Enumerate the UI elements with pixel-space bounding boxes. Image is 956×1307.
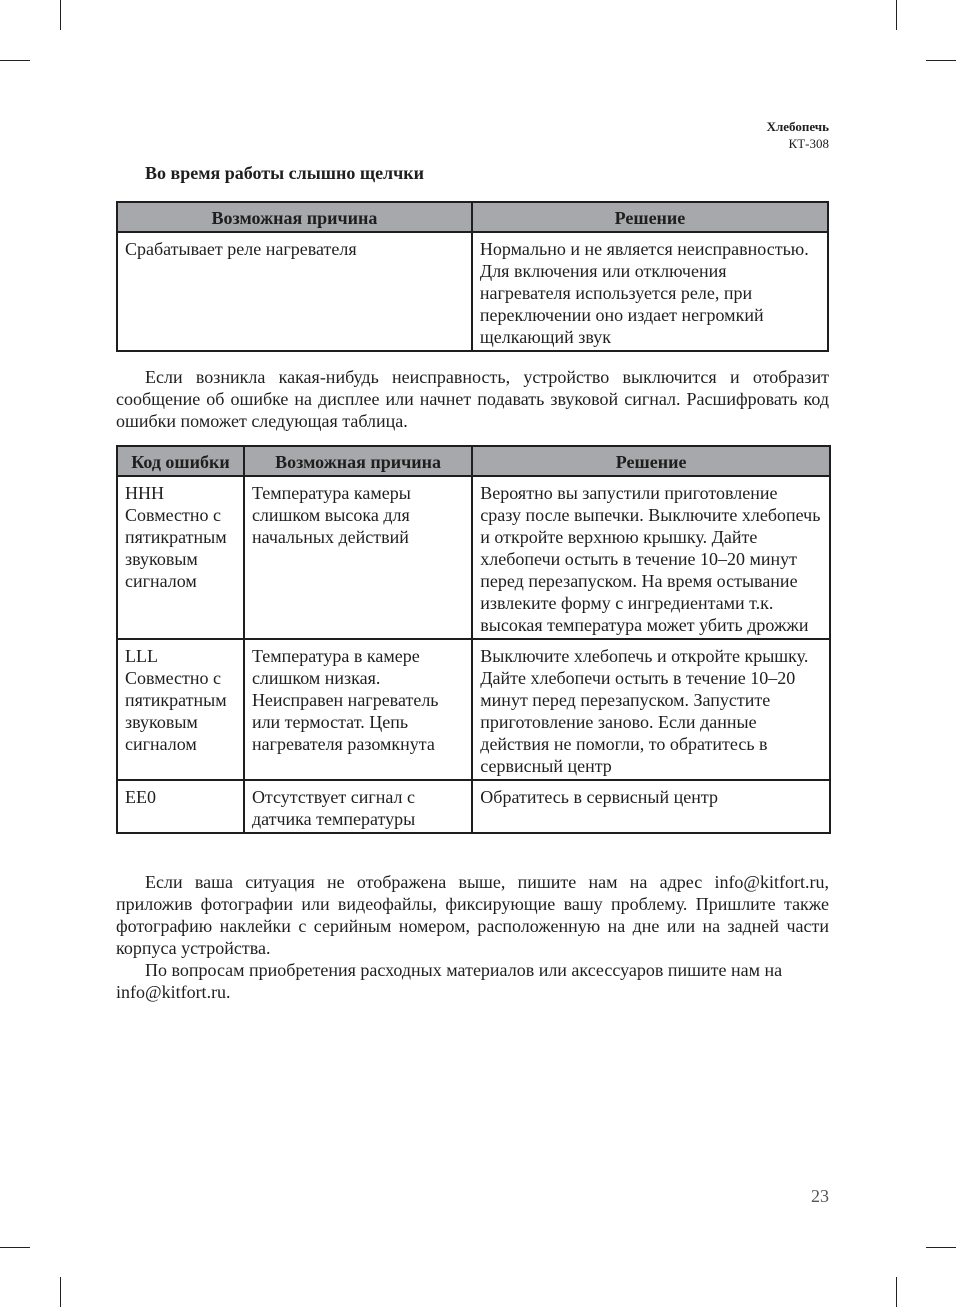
header-product: Хлебопечь: [766, 119, 829, 134]
closing-paragraph-1: Если ваша ситуация не отображена выше, пишите нам на адрес info@kitfort.ru, приложив фотографии или видеофайлы, фиксирующие вашу проблему. Пришлите также фотографию наклейки с серийным номером, расположенную на дне или на задней части корпуса устройства.: [116, 872, 829, 958]
crop-mark-top-right-horizontal: [926, 60, 956, 61]
cause-cell: Срабатывает реле нагревателя: [117, 232, 472, 351]
table-row: [117, 232, 828, 351]
column-header-cause: Возможная причина: [244, 446, 472, 476]
table-header-row: [117, 446, 830, 476]
column-header-solution: Решение: [472, 446, 830, 476]
code-cell: [117, 780, 244, 833]
table-header-row: [117, 202, 828, 232]
crop-mark-top-left-vertical: [60, 0, 61, 30]
crop-mark-top-left-horizontal: [0, 60, 30, 61]
solution-cell: Нормально и не является неисправностью. Для включения или отключения нагревателя используется реле, при переключении оно издает негромкий щелкающий звук: [472, 232, 828, 351]
header-model: КТ-308: [788, 136, 829, 151]
column-header-code: Код ошибки: [117, 446, 244, 476]
cause-cell: Температура камеры слишком высока для начальных действий: [244, 476, 472, 639]
crop-mark-top-right-vertical: [896, 0, 897, 30]
solution-cell: Выключите хлебопечь и откройте крышку. Дайте хлебопечи остыть в течение 10–20 минут перед перезапуском. Запустите приготовление заново. Если данные действия не помогли, то обратитесь в сервисный центр: [472, 639, 830, 780]
running-header: [767, 118, 829, 152]
crop-mark-bottom-left-horizontal: [0, 1247, 30, 1248]
error-code: HHH: [125, 483, 164, 503]
closing-block: [116, 871, 829, 1003]
cause-cell: Температура в камере слишком низкая. Неисправен нагреватель или термостат. Цепь нагревателя разомкнута: [244, 639, 472, 780]
column-header-cause: Возможная причина: [117, 202, 472, 232]
error-code: LLL: [125, 646, 158, 666]
table-row-lll: [117, 639, 830, 780]
error-code-note: Совместно с пятикратным звуковым сигналом: [125, 668, 227, 754]
solution-cell: Вероятно вы запустили приготовление сразу после выпечки. Выключите хлебопечь и откройте верхнюю крышку. Дайте хлебопечи остыть в течение 10–20 минут перед перезапуском. На время остывание извлеките форму с ингредиентами т.к. высокая температура может убить дрожжи: [472, 476, 830, 639]
crop-mark-bottom-right-horizontal: [926, 1247, 956, 1248]
table-row-ee0: [117, 780, 830, 833]
cause-cell: Отсутствует сигнал с датчика температуры: [244, 780, 472, 833]
table-row-hhh: [117, 476, 830, 639]
crop-mark-bottom-right-vertical: [896, 1277, 897, 1307]
code-cell: [117, 639, 244, 780]
solution-cell: Обратитесь в сервисный центр: [472, 780, 830, 833]
error-code-note: Совместно с пятикратным звуковым сигналом: [125, 505, 227, 591]
error-code: EE0: [125, 787, 156, 807]
code-cell: [117, 476, 244, 639]
section-title: Во время работы слышно щелчки: [145, 163, 425, 183]
page-number: 23: [811, 1186, 829, 1206]
error-codes-table: [116, 445, 831, 834]
intro-paragraph-block: [116, 366, 829, 432]
intro-paragraph: Если возникла какая-нибудь неисправность, устройство выключится и отобразит сообщение об ошибке на дисплее или начнет подавать звуковой сигнал. Расшифровать код ошибки поможет следующая таблица.: [116, 367, 829, 431]
column-header-solution: Решение: [472, 202, 828, 232]
crop-mark-bottom-left-vertical: [60, 1277, 61, 1307]
clicking-table: [116, 201, 829, 352]
closing-paragraph-2: По вопросам приобретения расходных материалов или аксессуаров пишите нам на info@kitfort.ru.: [116, 960, 783, 1002]
